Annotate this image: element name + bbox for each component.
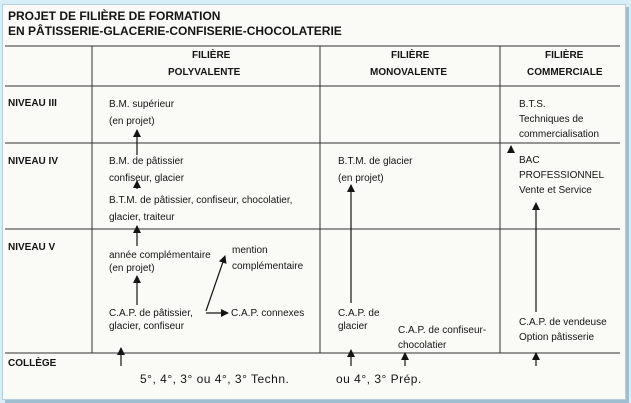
bm-superieur-line-1: B.M. supérieur <box>109 99 175 110</box>
btm-glacier-line-2: (en projet) <box>338 173 384 184</box>
col-head-polyvalente-2: POLYVALENTE <box>168 67 241 78</box>
cap-patissier-line-2: glacier, confiseur <box>109 321 185 332</box>
cap-glacier-line-1: C.A.P. de <box>338 308 380 319</box>
annee-complementaire-line-2: (en projet) <box>109 263 155 274</box>
bac-pro-line-3: Vente et Service <box>519 185 592 196</box>
btm-patissier-line-1: B.T.M. de pâtissier, confiseur, chocolatier, <box>109 195 293 206</box>
bm-superieur-line-2: (en projet) <box>109 116 155 127</box>
cap-vendeuse-line-1: C.A.P. de vendeuse <box>519 317 607 328</box>
mention-line-2: complémentaire <box>232 261 304 272</box>
bm-patissier-line-2: confiseur, glacier <box>109 173 185 184</box>
cap-patissier-line-1: C.A.P. de pâtissier, <box>109 308 193 319</box>
col-head-commerciale-1: FILIÈRE <box>545 50 584 61</box>
col-head-monovalente-1: FILIÈRE <box>391 50 430 61</box>
bts-line-2: Techniques de <box>519 114 584 125</box>
bts-line-1: B.T.S. <box>519 99 546 110</box>
btm-glacier-line-1: B.T.M. de glacier <box>338 156 413 167</box>
col-head-commerciale-2: COMMERCIALE <box>527 67 603 78</box>
cap-connexes: C.A.P. connexes <box>231 308 305 319</box>
annee-complementaire-line-1: année complémentaire <box>109 250 211 261</box>
cap-confiseur-line-2: chocolatier <box>398 340 447 351</box>
level-niveau-3: NIVEAU III <box>8 98 57 109</box>
title-line-2: EN PÂTISSERIE-GLACERIE-CONFISERIE-CHOCOLATERIE <box>8 24 342 38</box>
arrow-cap-pat-mention <box>206 256 225 311</box>
college-classes-1: 5°, 4°, 3° ou 4°, 3° Techn. <box>140 372 290 386</box>
college-classes-2: ou 4°, 3° Prép. <box>336 372 422 386</box>
col-head-polyvalente-1: FILIÈRE <box>192 50 231 61</box>
mention-line-1: mention <box>232 245 268 256</box>
btm-patissier-line-2: glacier, traiteur <box>109 212 175 223</box>
level-niveau-5: NIVEAU V <box>8 242 56 253</box>
bac-pro-line-1: BAC <box>519 155 540 166</box>
bm-patissier-line-1: B.M. de pâtissier <box>109 156 184 167</box>
bts-line-3: commercialisation <box>519 129 600 140</box>
cap-vendeuse-line-2: Option pâtisserie <box>519 332 595 343</box>
level-college: COLLÈGE <box>8 358 57 369</box>
title-line-1: PROJET DE FILIÈRE DE FORMATION <box>8 9 221 23</box>
cap-glacier-line-2: glacier <box>338 321 368 332</box>
level-niveau-4: NIVEAU IV <box>8 156 59 167</box>
bac-pro-line-2: PROFESSIONNEL <box>519 170 605 181</box>
col-head-monovalente-2: MONOVALENTE <box>370 67 448 78</box>
cap-confiseur-line-1: C.A.P. de confiseur- <box>398 325 487 336</box>
